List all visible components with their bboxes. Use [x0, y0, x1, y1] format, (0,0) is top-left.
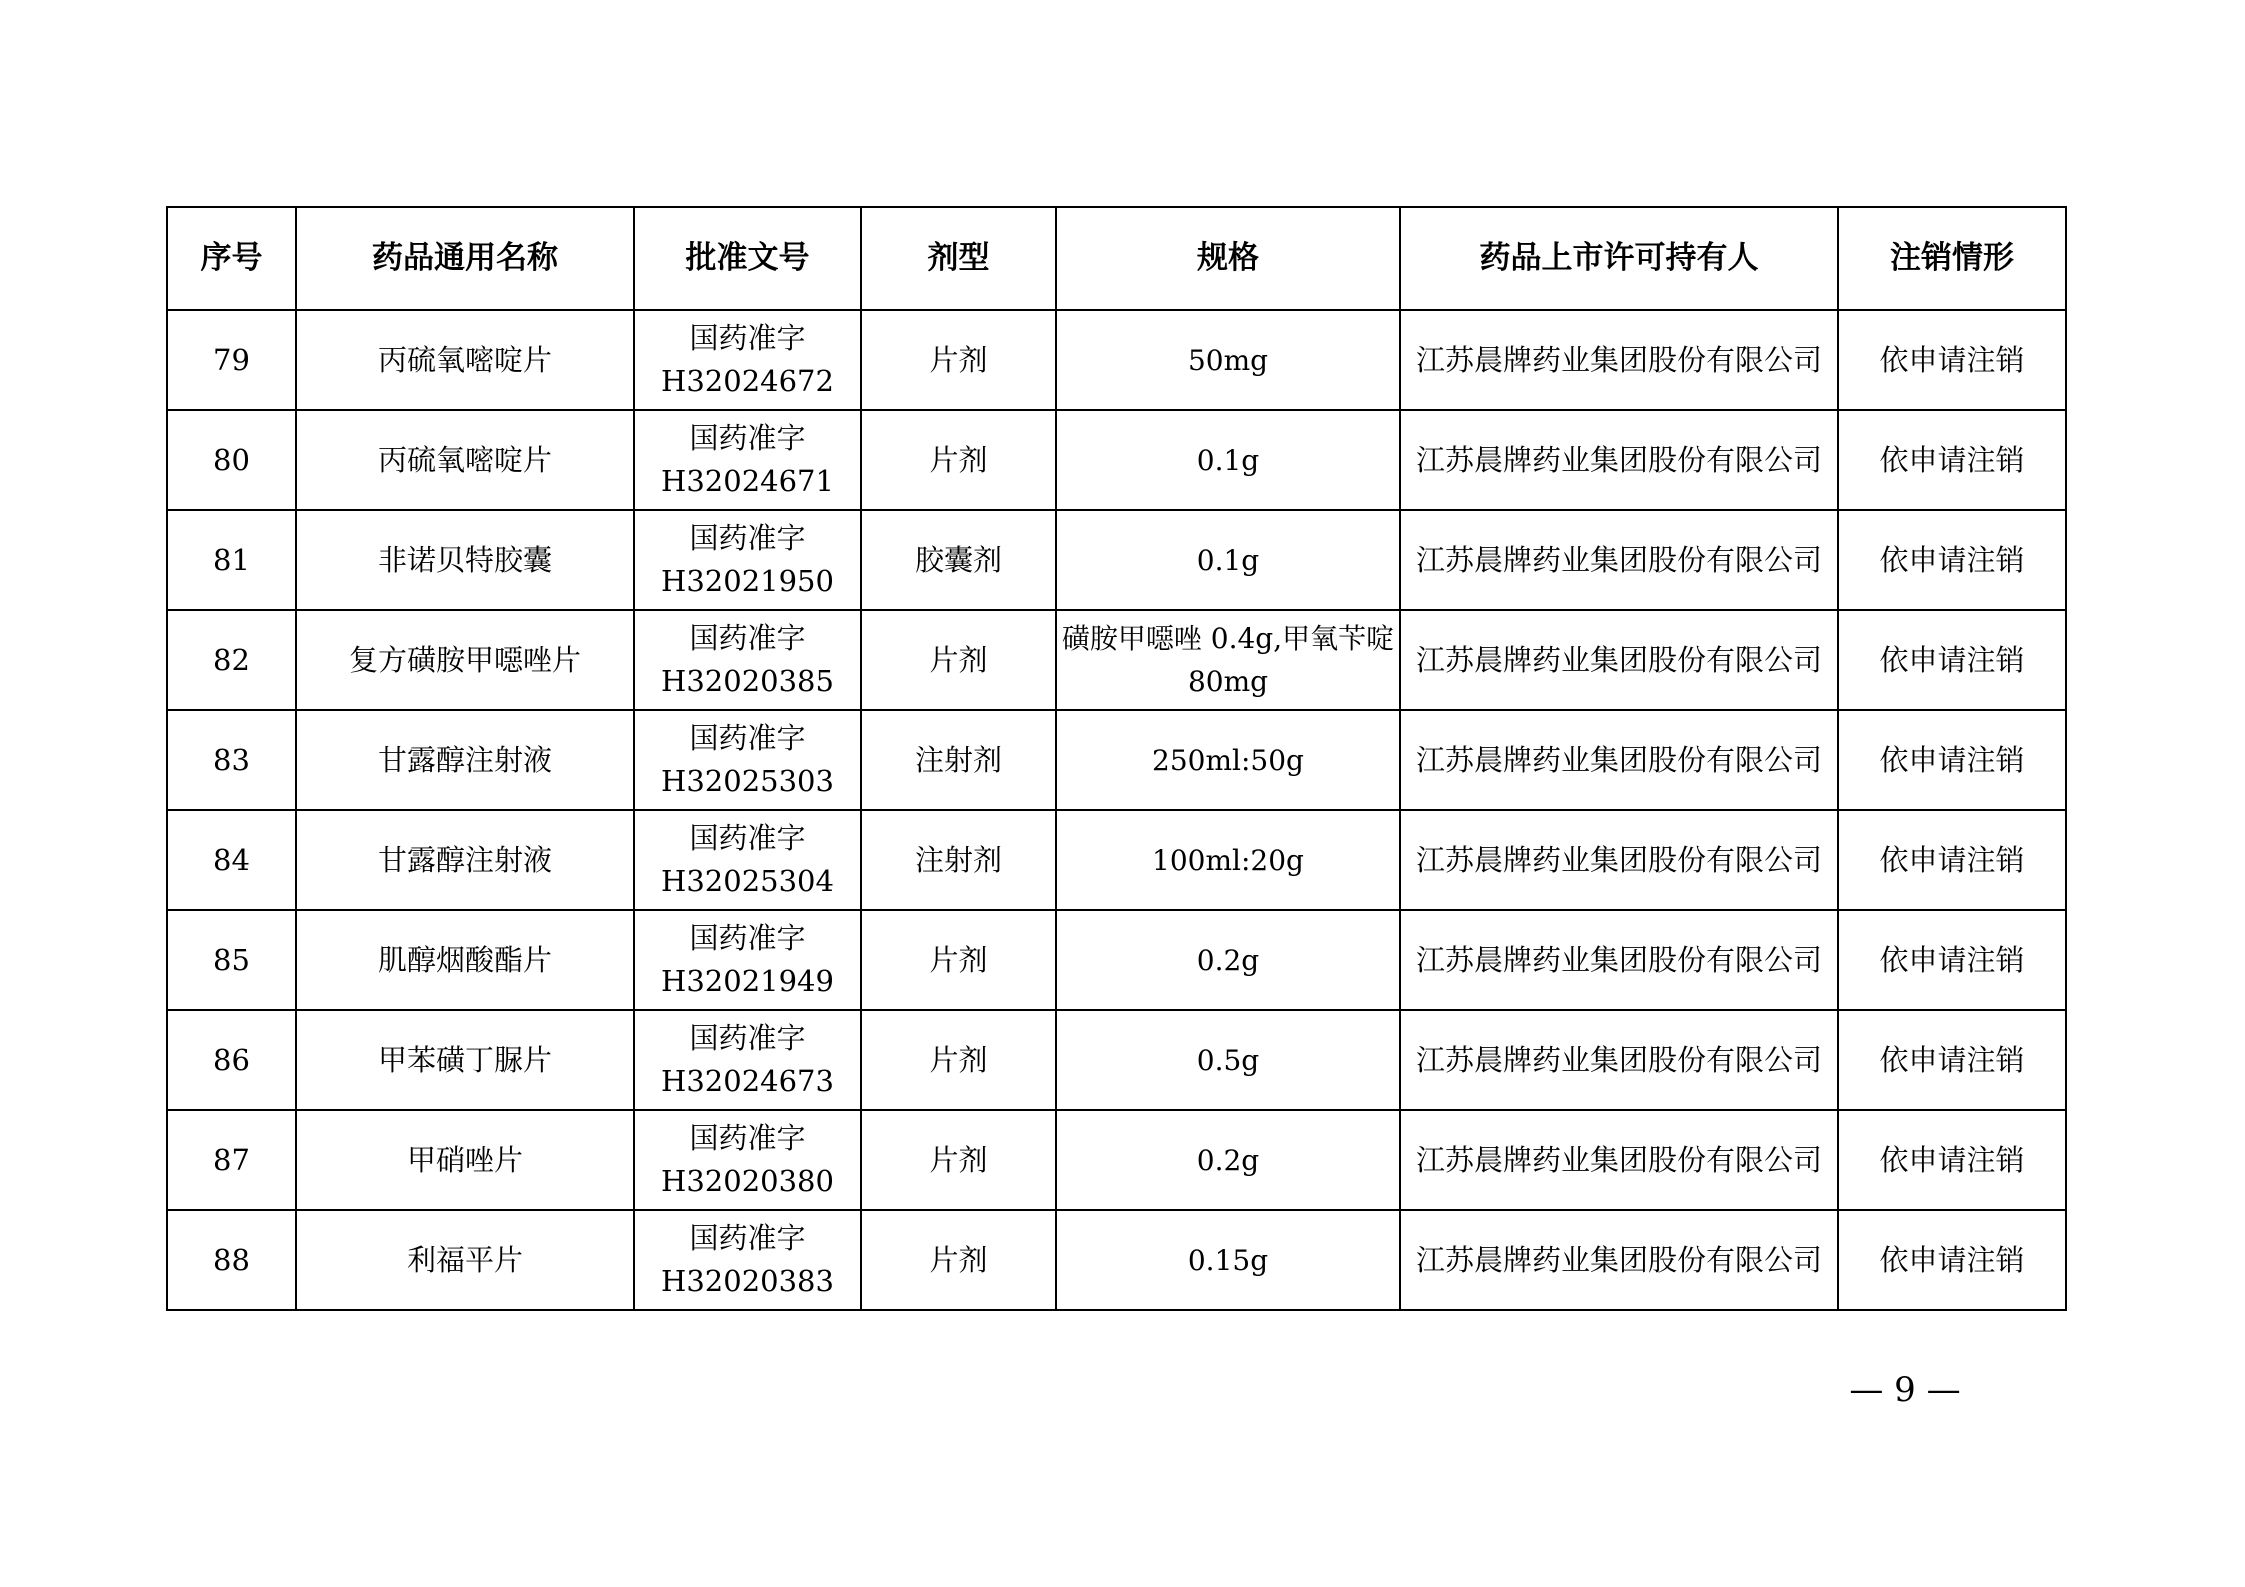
cancellation-reason-cell: 依申请注销 — [1838, 510, 2066, 610]
approval-prefix: 国药准字 — [689, 521, 806, 555]
cancellation-reason-cell: 依申请注销 — [1838, 810, 2066, 910]
license-holder-cell: 江苏晨牌药业集团股份有限公司 — [1400, 710, 1838, 810]
header-dosage-form: 剂型 — [861, 207, 1056, 310]
dosage-form-cell: 片剂 — [861, 310, 1056, 410]
approval-prefix: 国药准字 — [689, 421, 806, 455]
approval-code: H32024673 — [661, 1064, 834, 1098]
dosage-form-cell: 片剂 — [861, 1110, 1056, 1210]
cancellation-reason-cell: 依申请注销 — [1838, 610, 2066, 710]
header-serial-number: 序号 — [167, 207, 296, 310]
drug-name-cell: 甘露醇注射液 — [296, 710, 634, 810]
page-number: — 9 — — [1849, 1370, 1961, 1410]
approval-prefix: 国药准字 — [689, 1021, 806, 1055]
table-header-row — [167, 207, 2066, 310]
license-holder-cell: 江苏晨牌药业集团股份有限公司 — [1400, 310, 1838, 410]
cancellation-reason-cell: 依申请注销 — [1838, 910, 2066, 1010]
dosage-form-cell: 注射剂 — [861, 710, 1056, 810]
approval-prefix: 国药准字 — [689, 921, 806, 955]
dosage-form-cell: 胶囊剂 — [861, 510, 1056, 610]
drug-name-cell: 非诺贝特胶囊 — [296, 510, 634, 610]
table-row — [167, 910, 2066, 1010]
table-row — [167, 1110, 2066, 1210]
approval-code: H32025303 — [661, 764, 834, 798]
approval-code: H32020385 — [661, 664, 834, 698]
dosage-form-cell: 片剂 — [861, 1010, 1056, 1110]
dosage-form-cell: 片剂 — [861, 1210, 1056, 1310]
table-row — [167, 310, 2066, 410]
serial-number-cell: 79 — [167, 310, 296, 410]
approval-number-cell — [634, 410, 861, 510]
approval-prefix: 国药准字 — [689, 821, 806, 855]
drug-cancellation-table — [166, 206, 2067, 1311]
cancellation-reason-cell: 依申请注销 — [1838, 1210, 2066, 1310]
approval-number-cell — [634, 810, 861, 910]
serial-number-cell: 85 — [167, 910, 296, 1010]
specification-cell: 250ml:50g — [1056, 710, 1400, 810]
approval-number-cell — [634, 1110, 861, 1210]
table-row — [167, 810, 2066, 910]
table-row — [167, 1010, 2066, 1110]
specification-cell: 0.1g — [1056, 510, 1400, 610]
serial-number-cell: 87 — [167, 1110, 296, 1210]
table-row — [167, 710, 2066, 810]
table-row — [167, 410, 2066, 510]
approval-number-cell — [634, 510, 861, 610]
dosage-form-cell: 片剂 — [861, 910, 1056, 1010]
license-holder-cell: 江苏晨牌药业集团股份有限公司 — [1400, 1210, 1838, 1310]
specification-cell: 0.15g — [1056, 1210, 1400, 1310]
specification-cell: 100ml:20g — [1056, 810, 1400, 910]
approval-prefix: 国药准字 — [689, 321, 806, 355]
approval-code: H32024671 — [661, 464, 834, 498]
table-row — [167, 610, 2066, 710]
header-drug-name: 药品通用名称 — [296, 207, 634, 310]
table-row — [167, 510, 2066, 610]
serial-number-cell: 82 — [167, 610, 296, 710]
approval-code: H32021949 — [661, 964, 834, 998]
serial-number-cell: 83 — [167, 710, 296, 810]
serial-number-cell: 80 — [167, 410, 296, 510]
serial-number-cell: 86 — [167, 1010, 296, 1110]
header-specification: 规格 — [1056, 207, 1400, 310]
approval-prefix: 国药准字 — [689, 1221, 806, 1255]
table-row — [167, 1210, 2066, 1310]
drug-name-cell: 复方磺胺甲噁唑片 — [296, 610, 634, 710]
approval-prefix: 国药准字 — [689, 721, 806, 755]
approval-code: H32020380 — [661, 1164, 834, 1198]
specification-cell: 50mg — [1056, 310, 1400, 410]
specification-cell: 0.1g — [1056, 410, 1400, 510]
cancellation-reason-cell: 依申请注销 — [1838, 410, 2066, 510]
approval-number-cell — [634, 710, 861, 810]
serial-number-cell: 81 — [167, 510, 296, 610]
drug-name-cell: 甲硝唑片 — [296, 1110, 634, 1210]
specification-cell: 0.2g — [1056, 910, 1400, 1010]
cancellation-reason-cell: 依申请注销 — [1838, 310, 2066, 410]
license-holder-cell: 江苏晨牌药业集团股份有限公司 — [1400, 410, 1838, 510]
license-holder-cell: 江苏晨牌药业集团股份有限公司 — [1400, 610, 1838, 710]
approval-code: H32024672 — [661, 364, 834, 398]
license-holder-cell: 江苏晨牌药业集团股份有限公司 — [1400, 810, 1838, 910]
serial-number-cell: 88 — [167, 1210, 296, 1310]
cancellation-reason-cell: 依申请注销 — [1838, 710, 2066, 810]
approval-prefix: 国药准字 — [689, 621, 806, 655]
approval-code: H32025304 — [661, 864, 834, 898]
specification-cell: 0.5g — [1056, 1010, 1400, 1110]
approval-prefix: 国药准字 — [689, 1121, 806, 1155]
license-holder-cell: 江苏晨牌药业集团股份有限公司 — [1400, 910, 1838, 1010]
approval-number-cell — [634, 910, 861, 1010]
license-holder-cell: 江苏晨牌药业集团股份有限公司 — [1400, 510, 1838, 610]
serial-number-cell: 84 — [167, 810, 296, 910]
approval-number-cell — [634, 1210, 861, 1310]
header-cancellation-reason: 注销情形 — [1838, 207, 2066, 310]
approval-code: H32020383 — [661, 1264, 834, 1298]
drug-name-cell: 丙硫氧嘧啶片 — [296, 410, 634, 510]
header-approval-number: 批准文号 — [634, 207, 861, 310]
license-holder-cell: 江苏晨牌药业集团股份有限公司 — [1400, 1110, 1838, 1210]
dosage-form-cell: 片剂 — [861, 610, 1056, 710]
dosage-form-cell: 注射剂 — [861, 810, 1056, 910]
drug-name-cell: 丙硫氧嘧啶片 — [296, 310, 634, 410]
cancellation-reason-cell: 依申请注销 — [1838, 1010, 2066, 1110]
approval-number-cell — [634, 610, 861, 710]
table-body — [167, 310, 2066, 1310]
specification-cell: 磺胺甲噁唑 0.4g,甲氧苄啶 80mg — [1056, 610, 1400, 710]
drug-name-cell: 甘露醇注射液 — [296, 810, 634, 910]
header-license-holder: 药品上市许可持有人 — [1400, 207, 1838, 310]
drug-name-cell: 肌醇烟酸酯片 — [296, 910, 634, 1010]
license-holder-cell: 江苏晨牌药业集团股份有限公司 — [1400, 1010, 1838, 1110]
cancellation-reason-cell: 依申请注销 — [1838, 1110, 2066, 1210]
dosage-form-cell: 片剂 — [861, 410, 1056, 510]
drug-name-cell: 利福平片 — [296, 1210, 634, 1310]
approval-number-cell — [634, 1010, 861, 1110]
specification-cell: 0.2g — [1056, 1110, 1400, 1210]
approval-code: H32021950 — [661, 564, 834, 598]
drug-name-cell: 甲苯磺丁脲片 — [296, 1010, 634, 1110]
approval-number-cell — [634, 310, 861, 410]
